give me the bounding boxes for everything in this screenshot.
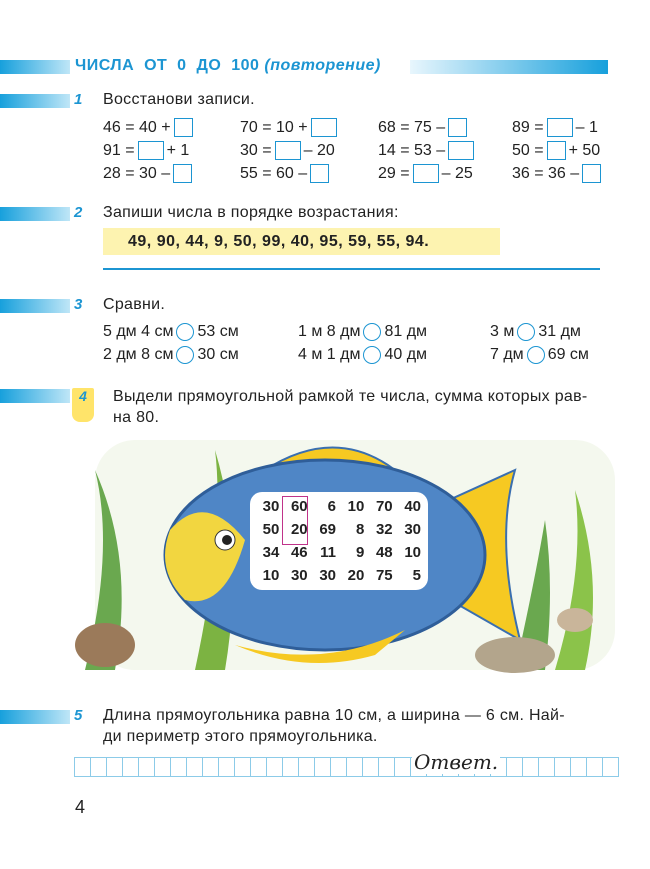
grid-cell[interactable] bbox=[90, 757, 107, 777]
grid-number[interactable]: 30 bbox=[290, 567, 308, 584]
grid-number[interactable]: 8 bbox=[355, 521, 365, 538]
comparison-circle[interactable] bbox=[363, 346, 381, 364]
comparison-circle[interactable] bbox=[176, 346, 194, 364]
equation-left: 28 = 30 – bbox=[103, 164, 171, 182]
grid-cell[interactable] bbox=[298, 757, 315, 777]
exercise-bar bbox=[0, 299, 70, 313]
grid-cell[interactable] bbox=[522, 757, 539, 777]
exercise-bar bbox=[0, 207, 70, 221]
comparison-left: 4 м 1 дм bbox=[298, 346, 361, 363]
grid-number[interactable]: 5 bbox=[412, 567, 421, 584]
answer-label: Ответ. bbox=[414, 750, 499, 774]
grid-cell[interactable] bbox=[74, 757, 91, 777]
equation-left: 50 = bbox=[512, 141, 544, 159]
equation-left: 68 = 75 – bbox=[378, 118, 446, 136]
equation-left: 89 = bbox=[512, 118, 544, 136]
comparison-left: 5 дм 4 см bbox=[103, 323, 174, 340]
equation-left: 29 = bbox=[378, 164, 410, 182]
grid-number[interactable]: 75 bbox=[375, 567, 393, 584]
exercise-bar bbox=[0, 389, 70, 403]
exercise-task: Сравни. bbox=[103, 296, 166, 313]
equation-right: + 50 bbox=[568, 141, 601, 159]
grid-number[interactable]: 40 bbox=[404, 498, 421, 515]
grid-cell[interactable] bbox=[234, 757, 251, 777]
exercise-number: 4 bbox=[79, 388, 87, 404]
comparison-right: 69 см bbox=[547, 346, 589, 363]
exercise-number: 5 bbox=[74, 707, 83, 724]
comparison-right: 40 дм bbox=[384, 346, 428, 363]
grid-number[interactable]: 20 bbox=[290, 521, 308, 538]
grid-number[interactable]: 9 bbox=[355, 544, 365, 561]
selection-frame[interactable] bbox=[282, 496, 308, 545]
grid-number[interactable]: 30 bbox=[404, 521, 421, 538]
grid-number[interactable]: 20 bbox=[347, 567, 365, 584]
answer-box[interactable] bbox=[174, 118, 193, 137]
equation-right: – 1 bbox=[575, 118, 598, 136]
answer-box[interactable] bbox=[448, 141, 474, 160]
grid-number[interactable]: 70 bbox=[375, 498, 393, 515]
comparison bbox=[103, 346, 239, 364]
comparison-left: 2 дм 8 см bbox=[103, 346, 174, 363]
exercise-number: 3 bbox=[74, 296, 83, 313]
grid-number[interactable]: 69 bbox=[319, 521, 336, 538]
grid-cell[interactable] bbox=[346, 757, 363, 777]
answer-box[interactable] bbox=[582, 164, 601, 183]
answer-box[interactable] bbox=[413, 164, 439, 183]
equation bbox=[378, 118, 470, 137]
comparison-circle[interactable] bbox=[527, 346, 545, 364]
equation-right: – 20 bbox=[303, 141, 335, 159]
grid-number[interactable]: 10 bbox=[404, 544, 421, 561]
equation bbox=[512, 164, 604, 183]
equation bbox=[103, 164, 195, 183]
comparison-left: 7 дм bbox=[490, 346, 524, 363]
exercise-number: 1 bbox=[74, 91, 83, 108]
answer-box[interactable] bbox=[311, 118, 337, 137]
comparison-left: 3 м bbox=[490, 323, 515, 340]
grid-cell[interactable] bbox=[538, 757, 555, 777]
grid-cell[interactable] bbox=[602, 757, 619, 777]
header-bar-right bbox=[410, 60, 608, 74]
number-grid bbox=[250, 492, 428, 590]
comparison-right: 30 см bbox=[197, 346, 239, 363]
equation bbox=[103, 141, 189, 160]
equation bbox=[103, 118, 196, 137]
grid-number[interactable]: 10 bbox=[347, 498, 365, 515]
grid-cell[interactable] bbox=[394, 757, 411, 777]
exercise-bar bbox=[0, 94, 70, 108]
grid-cell[interactable] bbox=[202, 757, 219, 777]
grid-cell[interactable] bbox=[314, 757, 331, 777]
comparison bbox=[298, 346, 427, 364]
grid-cell[interactable] bbox=[122, 757, 139, 777]
grid-number[interactable]: 46 bbox=[290, 544, 308, 561]
page-number: 4 bbox=[75, 797, 86, 817]
grid-cell[interactable] bbox=[218, 757, 235, 777]
equation bbox=[240, 118, 340, 137]
comparison-circle[interactable] bbox=[176, 323, 194, 341]
exercise-task: на 80. bbox=[113, 409, 160, 426]
comparison-right: 53 см bbox=[197, 323, 239, 340]
grid-number[interactable]: 30 bbox=[319, 567, 336, 584]
comparison bbox=[298, 323, 427, 341]
grid-cell[interactable] bbox=[506, 757, 523, 777]
grid-cell[interactable] bbox=[570, 757, 587, 777]
grid-cell[interactable] bbox=[250, 757, 267, 777]
equation bbox=[240, 164, 332, 183]
grid-cell[interactable] bbox=[330, 757, 347, 777]
answer-box[interactable] bbox=[547, 141, 566, 160]
grid-cell[interactable] bbox=[106, 757, 123, 777]
exercise-task: Длина прямоугольника равна 10 см, а ширина — 6 см. Най- bbox=[103, 707, 565, 724]
exercise-task: Восстанови записи. bbox=[103, 91, 255, 108]
equation bbox=[378, 141, 477, 160]
equation bbox=[512, 118, 598, 137]
grid-number[interactable]: 30 bbox=[262, 498, 280, 515]
grid-cell[interactable] bbox=[554, 757, 571, 777]
comparison-circle[interactable] bbox=[517, 323, 535, 341]
comparison bbox=[103, 323, 239, 341]
grid-number[interactable]: 50 bbox=[262, 521, 280, 538]
answer-box[interactable] bbox=[138, 141, 164, 160]
grid-cell[interactable] bbox=[266, 757, 283, 777]
grid-number[interactable]: 34 bbox=[262, 544, 280, 561]
grid-number[interactable]: 48 bbox=[375, 544, 393, 561]
exercise-number: 2 bbox=[74, 204, 83, 221]
equation bbox=[240, 141, 335, 160]
exercise-task: Запиши числа в порядке возрастания: bbox=[103, 204, 399, 221]
equation-right: – 25 bbox=[441, 164, 473, 182]
equation bbox=[378, 164, 473, 183]
grid-cell[interactable] bbox=[362, 757, 379, 777]
equation-left: 30 = bbox=[240, 141, 272, 159]
answer-box[interactable] bbox=[547, 118, 573, 137]
equation-left: 14 = 53 – bbox=[378, 141, 446, 159]
comparison bbox=[490, 346, 589, 364]
equation-left: 91 = bbox=[103, 141, 135, 159]
answer-grid[interactable] bbox=[75, 757, 619, 777]
answer-box[interactable] bbox=[173, 164, 192, 183]
grid-number[interactable]: 11 bbox=[320, 544, 336, 561]
exercise-task: ди периметр этого прямоугольника. bbox=[103, 728, 378, 745]
answer-box[interactable] bbox=[275, 141, 301, 160]
equation bbox=[512, 141, 600, 160]
grid-number[interactable]: 32 bbox=[375, 521, 393, 538]
answer-box[interactable] bbox=[310, 164, 329, 183]
grid-cell[interactable] bbox=[170, 757, 187, 777]
answer-line[interactable] bbox=[103, 268, 600, 270]
grid-cell[interactable] bbox=[154, 757, 171, 777]
exercise-badge-icon bbox=[72, 388, 94, 422]
equation-left: 55 = 60 – bbox=[240, 164, 308, 182]
equation-left: 36 = 36 – bbox=[512, 164, 580, 182]
comparison bbox=[490, 323, 581, 341]
exercise-task: Выдели прямоугольной рамкой те числа, сумма которых рав- bbox=[113, 388, 588, 405]
equation-right: + 1 bbox=[166, 141, 190, 159]
equation-left: 46 = 40 + bbox=[103, 118, 171, 136]
comparison-right: 31 дм bbox=[538, 323, 581, 340]
answer-box[interactable] bbox=[448, 118, 467, 137]
equation-left: 70 = 10 + bbox=[240, 118, 308, 136]
exercise-bar bbox=[0, 710, 70, 724]
header-bar-left bbox=[0, 60, 70, 74]
comparison-left: 1 м 8 дм bbox=[298, 323, 361, 340]
grid-cell[interactable] bbox=[186, 757, 203, 777]
grid-cell[interactable] bbox=[138, 757, 155, 777]
grid-number[interactable]: 6 bbox=[327, 498, 336, 515]
grid-number[interactable]: 60 bbox=[290, 498, 308, 515]
section-title: ЧИСЛА ОТ 0 ДО 100 (повторение) bbox=[75, 57, 381, 74]
grid-cell[interactable] bbox=[378, 757, 395, 777]
comparison-right: 81 дм bbox=[384, 323, 428, 340]
comparison-circle[interactable] bbox=[363, 323, 381, 341]
grid-cell[interactable] bbox=[282, 757, 299, 777]
grid-cell[interactable] bbox=[586, 757, 603, 777]
grid-number[interactable]: 10 bbox=[262, 567, 280, 584]
number-list: 49, 90, 44, 9, 50, 99, 40, 95, 59, 55, 94. bbox=[103, 228, 500, 255]
